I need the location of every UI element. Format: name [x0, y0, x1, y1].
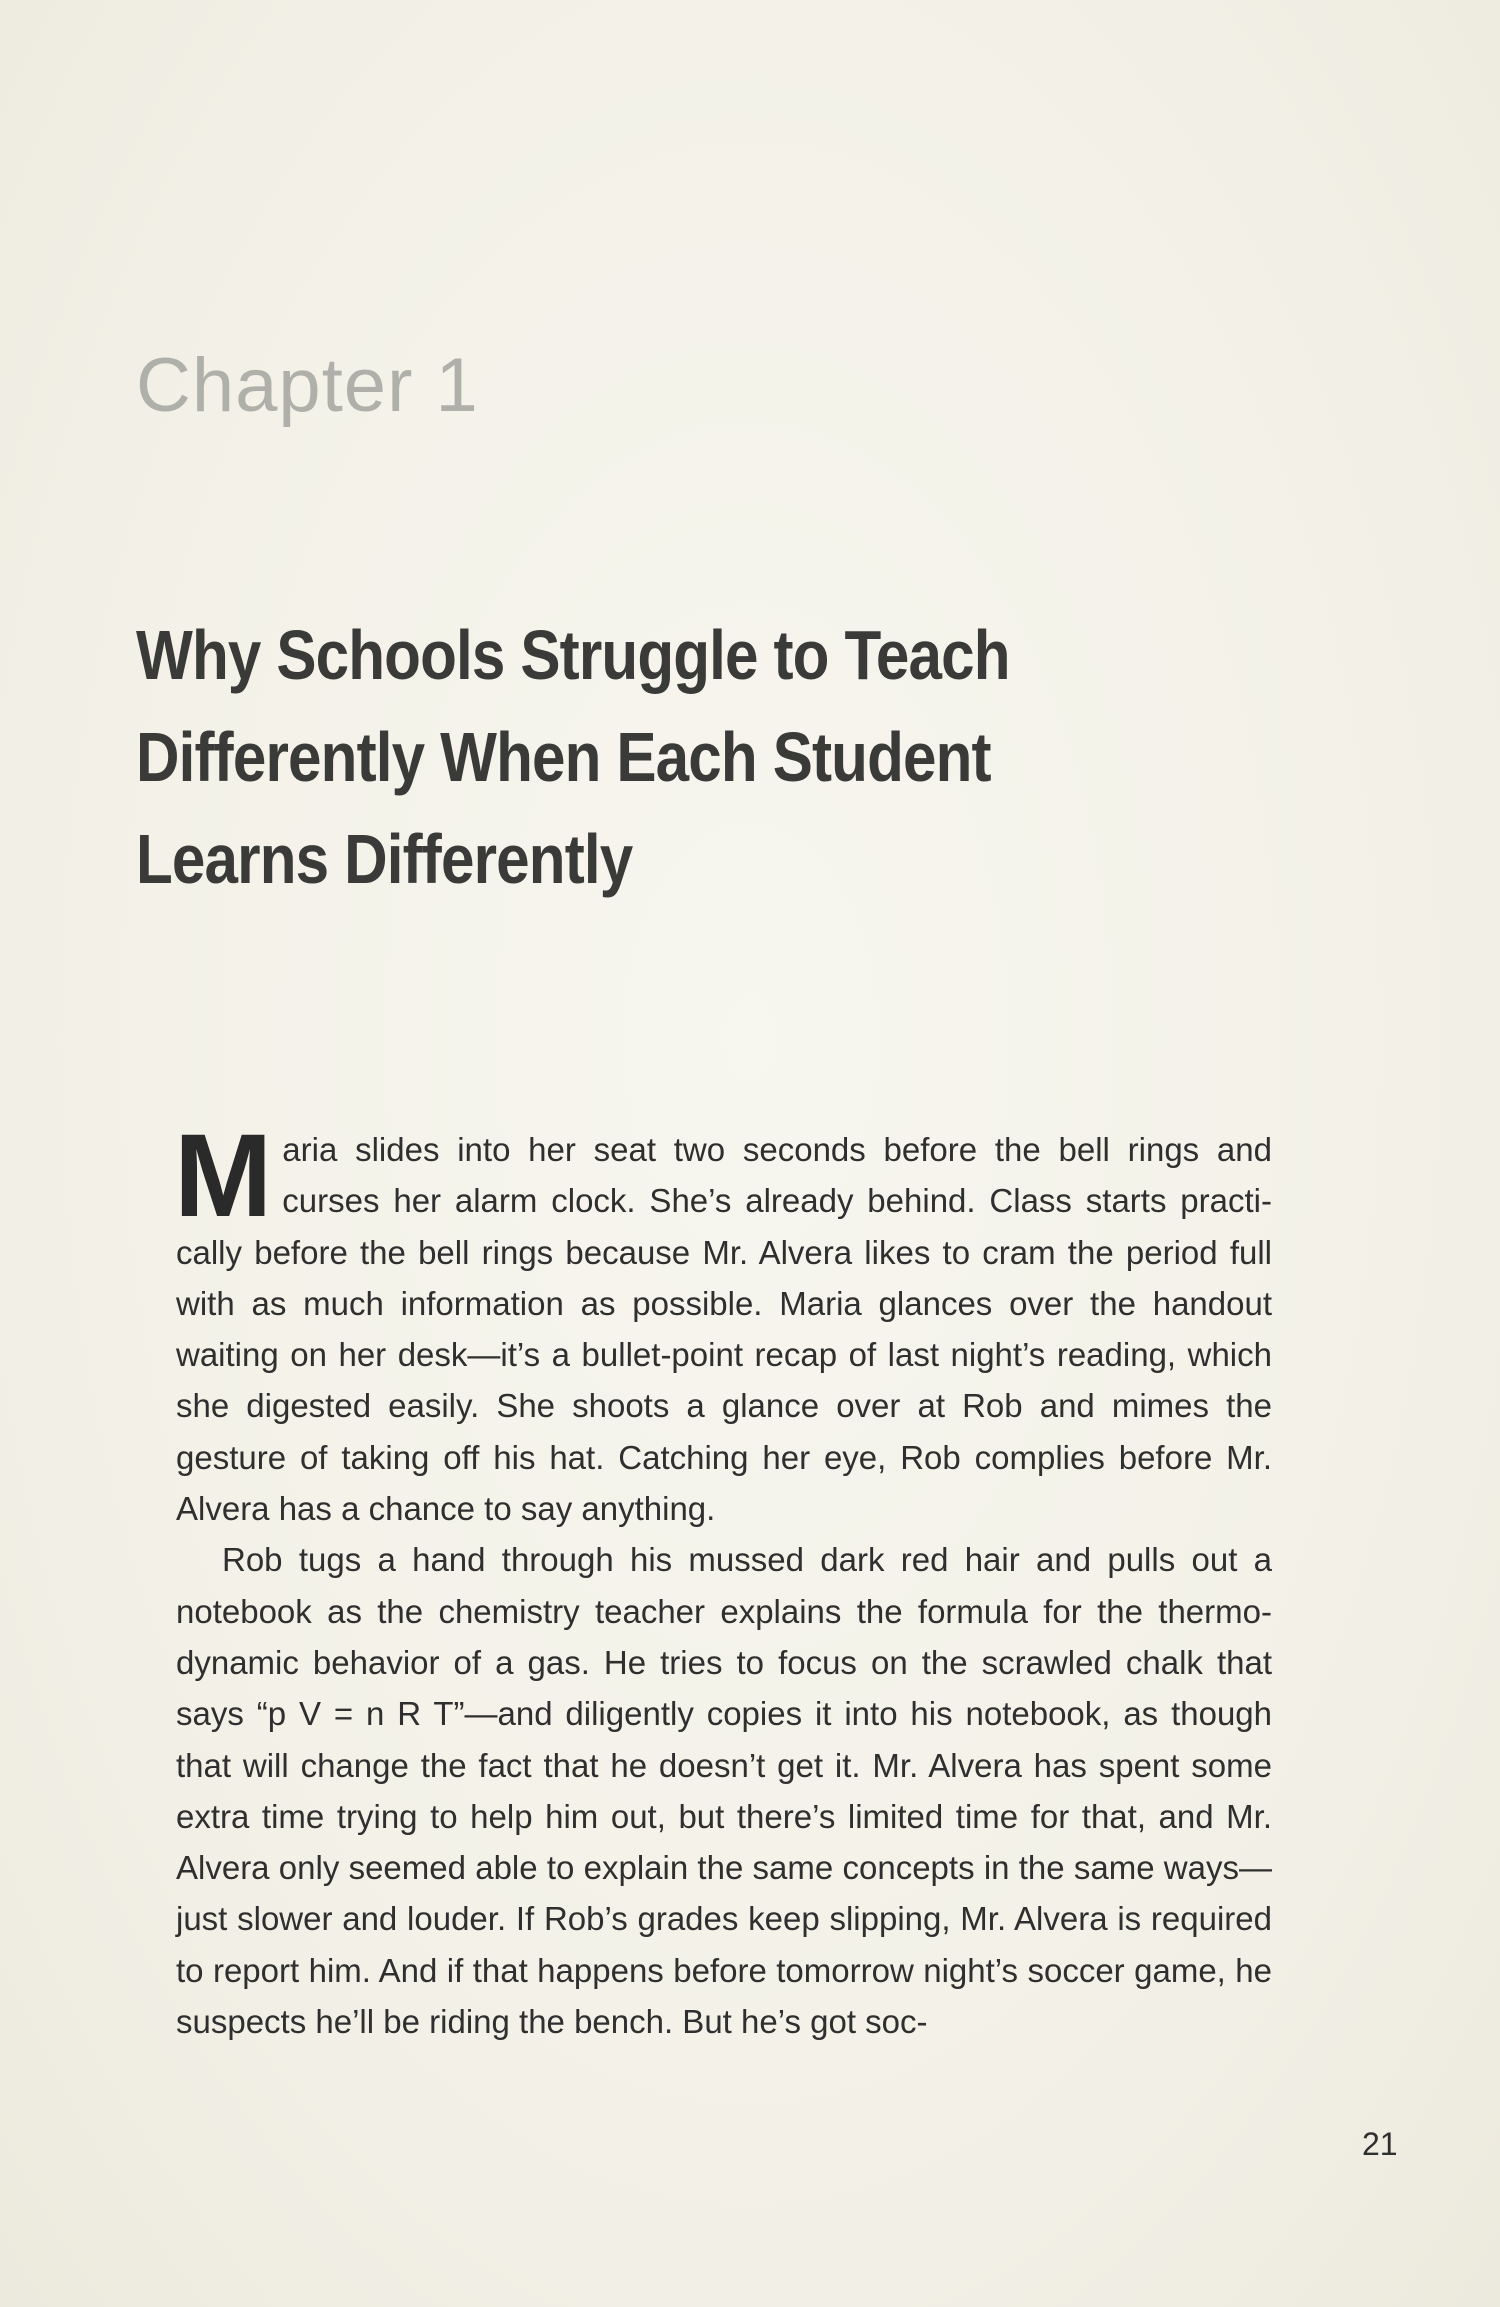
- chapter-title-line-2: Differently When Each Student: [136, 718, 991, 796]
- chapter-label: Chapter 1: [136, 343, 479, 428]
- paragraph-2: Rob tugs a hand through his mussed dark red hair and pulls out a notebook as the chemistry teacher explains the formula for the thermodynamic behavior of a gas. He tries to focus on the scrawled chalk that says “p V = n R T”—and diligently copies it into his notebook, as though that will change the fact that he doesn’t get it. Mr. Alvera has spent some extra time trying to help him out, but there’s limited time for that, and Mr. Alvera only seemed able to explain the same concepts in the same ways—just slower and louder. If Rob’s grades keep slipping, Mr. Alvera is required to report him. And if that happens before tomorrow night’s soccer game, he suspects he’ll be riding the bench. But he’s got soc-: [176, 1541, 1272, 2041]
- chapter-title-line-1: Why Schools Struggle to Teach: [136, 616, 1010, 694]
- paragraph-1-text: aria slides into her seat two seconds before the bell rings and curses her alarm clock. She’s already behind. Class starts practically before the bell rings because Mr. Alvera likes to cram the period full with as much information as possible. Maria glances over the handout waiting on her desk—it’s a bullet-point recap of last night’s reading, which she digested easily. She shoots a glance over at Rob and mimes the gesture of taking off his hat. Catching her eye, Rob complies before Mr. Alvera has a chance to say anything.: [176, 1131, 1272, 1528]
- body-text: [174, 1110, 1272, 2047]
- drop-cap: M: [174, 1110, 273, 1242]
- paragraph-1: [174, 1110, 1272, 1534]
- page-number: 21: [1362, 2126, 1398, 2162]
- chapter-title: [136, 604, 1125, 910]
- chapter-title-line-3: Learns Differently: [136, 820, 633, 898]
